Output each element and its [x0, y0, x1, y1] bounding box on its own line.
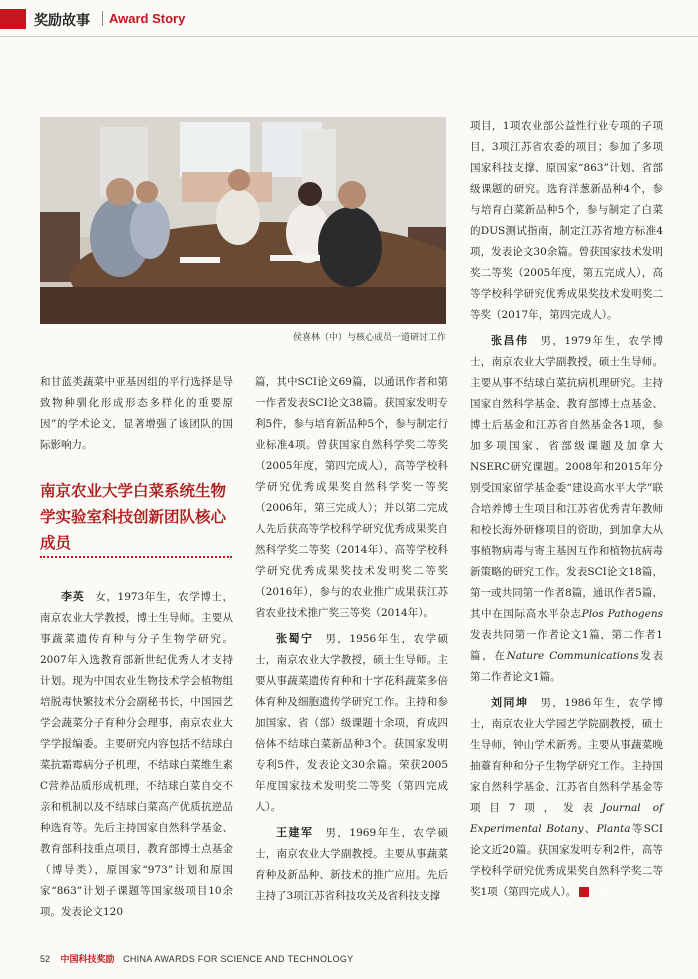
member-name: 张蜀宁 [276, 632, 314, 645]
bio-text: 、 [583, 823, 597, 835]
member-name: 李英 [61, 590, 85, 603]
page-number: 52 [40, 954, 51, 964]
page-footer [40, 952, 353, 965]
team-photo-illustration [40, 117, 446, 324]
member-name: 张昌伟 [491, 334, 529, 347]
header-rule [0, 36, 698, 37]
bio-wang-jianjun-cont: 项目，1项农业部公益性行业专项的子项目，3项江苏省农委的项目；参加了多项国家科技支撑、原国家“863”计划、省部级课题的研究。选育洋葱新品种4个，参与培育白菜新品种5个，参与制定了白菜的DUS测试指南，制定江苏省地方标准4项，发表论文30余篇。曾获国家技术发明奖二等奖（2005年度，第五完成人），高等学校科学研究优秀成果奖技术发明奖二等奖（2017年，第四完成人）。 [470, 120, 663, 321]
journal-name: Plos Pathogens [581, 608, 664, 620]
section-title-cn: 奖励故事 [34, 13, 90, 29]
bio-text: 等SCI论文近20篇。获国家发明专利2件，高等学校科学研究优秀成果奖自然科学奖二等奖1项（第四完成人）。 [470, 823, 664, 898]
journal-title-cn: 中国科技奖励 [60, 955, 115, 965]
header-divider [102, 11, 103, 26]
journal-name: Planta [596, 823, 631, 835]
bio-zhang-shuning [255, 628, 448, 818]
bio-text: 男，1969年生，农学硕士，南京农业大学副教授。主要从事蔬菜育种及新品种、新技术的推广应用。先后主持了3项江苏省科技攻关及省科技支撑 [255, 827, 449, 902]
end-mark-icon: 奖 [579, 887, 589, 897]
column-3 [470, 116, 663, 903]
journal-name: Journal of Experimental Botany [470, 802, 663, 835]
bio-text: 女，1973年生，农学博士，南京农业大学教授，博士生导师。主要从事蔬菜遗传育种与分子生物学研究。2007年入选教育部新世纪优秀人才支持计划。现为中国农业生物技术学会植物组培脱毒快繁技术分会副秘书长，中国园艺学会蔬菜分子育种分会理事，南京农业大学学报编委。主要研究内容包括不结球白菜抗霜霉病分子机理，不结球白菜维生素C营养品质形成机理，不结球白菜自交不亲和机制以及不结球白菜高产优质抗逆品种选育等。先后主持国家自然科学基金、教育部科技重点项目，教育部博士点基金（博导类），原国家“973”计划和原国家“863”计划子课题等国家级项目10余项。发表论文120 [40, 591, 234, 918]
journal-name: Nature Communications [506, 650, 639, 662]
bio-li-ying-cont: 篇，其中SCI论文69篇，以通讯作者和第一作者发表SCI论文38篇。获国家发明专利5件，参与培育新品种5个，参与制定行业标准4项。曾获国家自然科学奖二等奖（2005年度，第四完成人），高等学校科学研究优秀成果奖自然科学奖一等奖（2006年，第三完成人）；并以第二完成人先后获高等学校科学研究优秀成果奖自然科学奖二等奖（2014年）、高等学校科学研究优秀成果奖技术发明奖二等奖（2016年），参与的农业推广成果获江苏省农业技术推广奖三等奖（2014年）。 [255, 376, 448, 619]
bio-text: 男，1979年生，农学博士，南京农业大学副教授，硕士生导师。主要从事不结球白菜抗病机理研究。主持国家自然科学基金、教育部博士点基金、博士后基金和江苏省自然基金各1项，参加多项国家、省部级课题及加拿大NSERC研究课题。2008年和2015年分别受国家留学基金委“建设高水平大学”联合培养博士生项目和江苏省优秀青年教师和校长海外研修项目的资助，到加拿大从事植物病毒与寄主基因互作和植物抗病毒新策略的研究工作。发表SCI论文18篇，第一或共同第一作者8篇，通讯作者5篇，其中在国际高水平杂志 [470, 335, 664, 620]
team-title-rule [40, 556, 232, 558]
team-section-title: 南京农业大学白菜系统生物学实验室科技创新团队核心成员 [40, 482, 227, 552]
bio-text: 发表共同第一作者论文1篇，第二作者1篇，在 [470, 629, 663, 662]
column-2 [255, 372, 448, 907]
section-title-en: Award Story [109, 11, 186, 26]
column-1-bio [40, 586, 233, 923]
bio-zhang-changwei [470, 330, 663, 688]
bio-wang-jianjun [255, 822, 448, 907]
bio-li-ying [40, 586, 233, 923]
bio-liu-tongkun [470, 692, 663, 903]
member-name: 王建军 [276, 826, 314, 839]
journal-title-en: CHINA AWARDS FOR SCIENCE AND TECHNOLOGY [123, 954, 354, 964]
bio-text: 发表第二作者论文1篇。 [470, 650, 664, 683]
member-name: 刘同坤 [491, 696, 529, 709]
header-accent-bar [0, 9, 26, 29]
photo-caption: 侯喜林（中）与核心成员一道研讨工作 [292, 333, 446, 343]
team-photo [40, 117, 446, 324]
page-header [0, 0, 698, 36]
column-1-top [40, 372, 233, 456]
bio-text: 男，1986年生，农学博士，南京农业大学园艺学院副教授，硕士生导师，钟山学术新秀。主要从事蔬菜晚抽薹育种和分子生物学研究工作。主持国家自然科学基金、江苏省自然科学基金等项目7项，发表 [470, 697, 664, 814]
bio-text: 男，1956年生，农学硕士，南京农业大学教授，硕士生导师。主要从事蔬菜遗传育种和十字花科蔬菜多倍体育种及细胞遗传学研究工作。主持和参加国家、省（部）级课题十余项，育成四倍体不结球白菜新品种3个。获国家发明专利5件，发表论文30余篇。荣获2005年度国家技术发明奖二等奖（第四完成人）。 [255, 633, 449, 813]
intro-paragraph: 和甘蓝类蔬菜中亚基因组的平行选择是导致物种驯化形成形态多样化的重要原因”的学术论文，显著增强了该团队的国际影响力。 [40, 376, 233, 451]
